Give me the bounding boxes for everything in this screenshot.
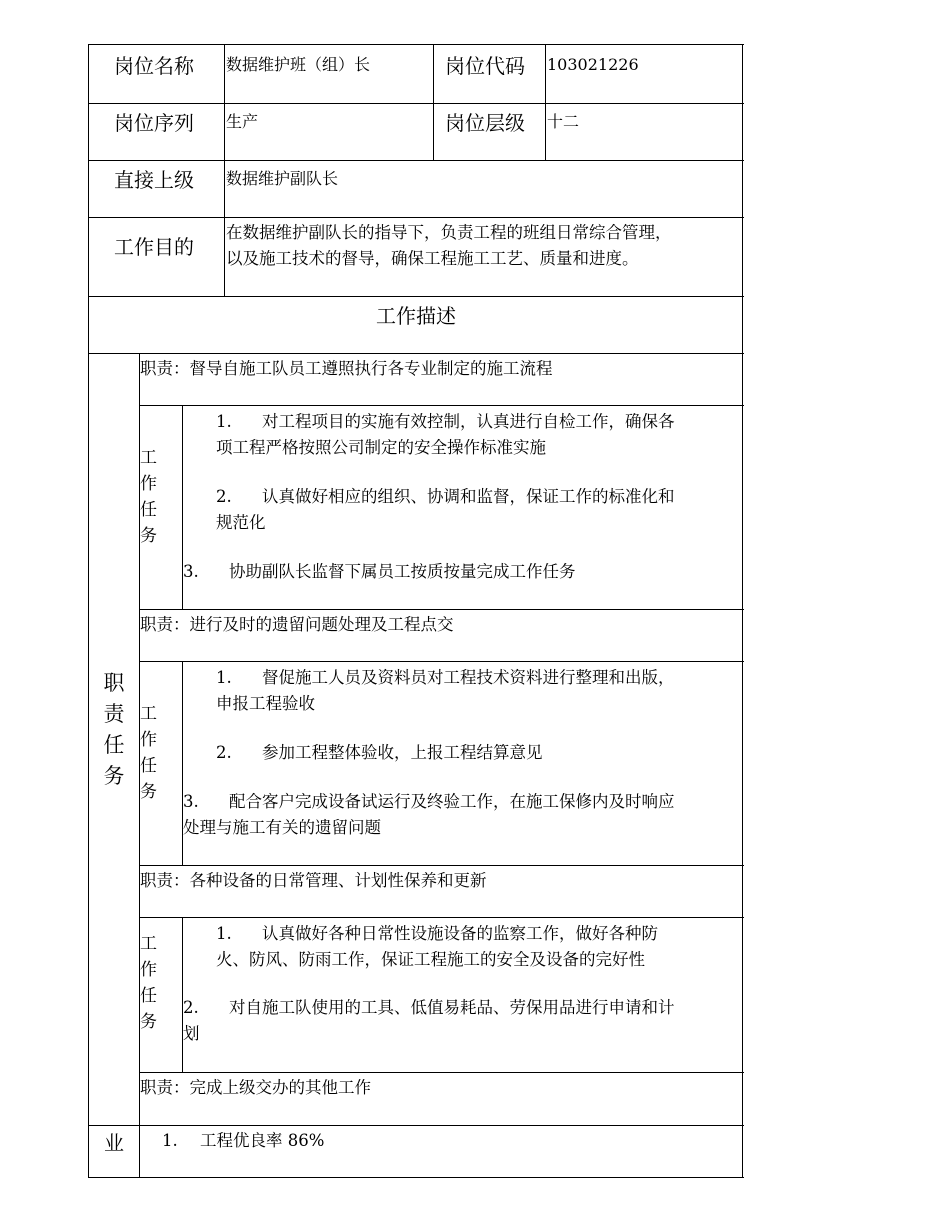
task-item: 3. 配合客户完成设备试运行及终验工作，在施工保修内及时响应 处理与施工有关的遗留问题 <box>183 792 675 837</box>
performance-item: 1. 工程优良率 86% <box>162 1131 325 1150</box>
position-series-label: 岗位序列 <box>114 111 194 135</box>
task-label: 工 作 任 务 <box>140 934 157 1032</box>
task-item: 1. 对工程项目的实施有效控制，认真进行自检工作，确保各 项工程严格按照公司制定的安全操作标准实施 <box>216 412 675 457</box>
task-item: 1. 督促施工人员及资料员对工程技术资料进行整理和出版， 申报工程验收 <box>216 668 675 713</box>
purpose-value <box>226 220 672 272</box>
duty-title: 职责：各种设备的日常管理、计划性保养和更新 <box>140 871 487 890</box>
position-series-value: 生产 <box>226 112 259 131</box>
description-title: 工作描述 <box>376 304 456 328</box>
duties-label: 职 责 任 务 <box>103 671 125 788</box>
position-name-label: 岗位名称 <box>114 54 194 78</box>
performance-label: 业 <box>104 1131 124 1155</box>
task-item: 3. 协助副队长监督下属员工按质按量完成工作任务 <box>183 562 576 581</box>
purpose-line-1: 在数据维护副队长的指导下，负责工程的班组日常综合管理， <box>226 223 672 242</box>
supervisor-label: 直接上级 <box>114 168 194 192</box>
task-item: 2. 参加工程整体验收，上报工程结算意见 <box>216 743 543 762</box>
task-item: 1. 认真做好各种日常性设施设备的监察工作，做好各种防 火、防风、防雨工作，保证工程施工的安全及设备的完好性 <box>216 924 658 969</box>
position-level-value: 十二 <box>547 112 580 131</box>
purpose-label: 工作目的 <box>114 235 194 259</box>
duty-title: 职责：进行及时的遗留问题处理及工程点交 <box>140 615 454 634</box>
task-item: 2. 认真做好相应的组织、协调和监督，保证工作的标准化和 规范化 <box>216 487 675 532</box>
duty-title: 职责：督导自施工队员工遵照执行各专业制定的施工流程 <box>140 359 553 378</box>
task-label: 工 作 任 务 <box>140 704 157 802</box>
supervisor-value: 数据维护副队长 <box>226 169 339 188</box>
purpose-line-2: 以及施工技术的督导，确保工程施工工艺、质量和进度。 <box>226 249 639 268</box>
duty-title: 职责：完成上级交办的其他工作 <box>140 1078 371 1097</box>
position-level-label: 岗位层级 <box>445 111 525 135</box>
task-item: 2. 对自施工队使用的工具、低值易耗品、劳保用品进行申请和计 划 <box>183 998 675 1043</box>
position-code-label: 岗位代码 <box>445 54 525 78</box>
position-code-value: 103021226 <box>547 55 639 74</box>
position-name-value: 数据维护班（组）长 <box>226 55 371 74</box>
task-label: 工 作 任 务 <box>140 448 157 546</box>
